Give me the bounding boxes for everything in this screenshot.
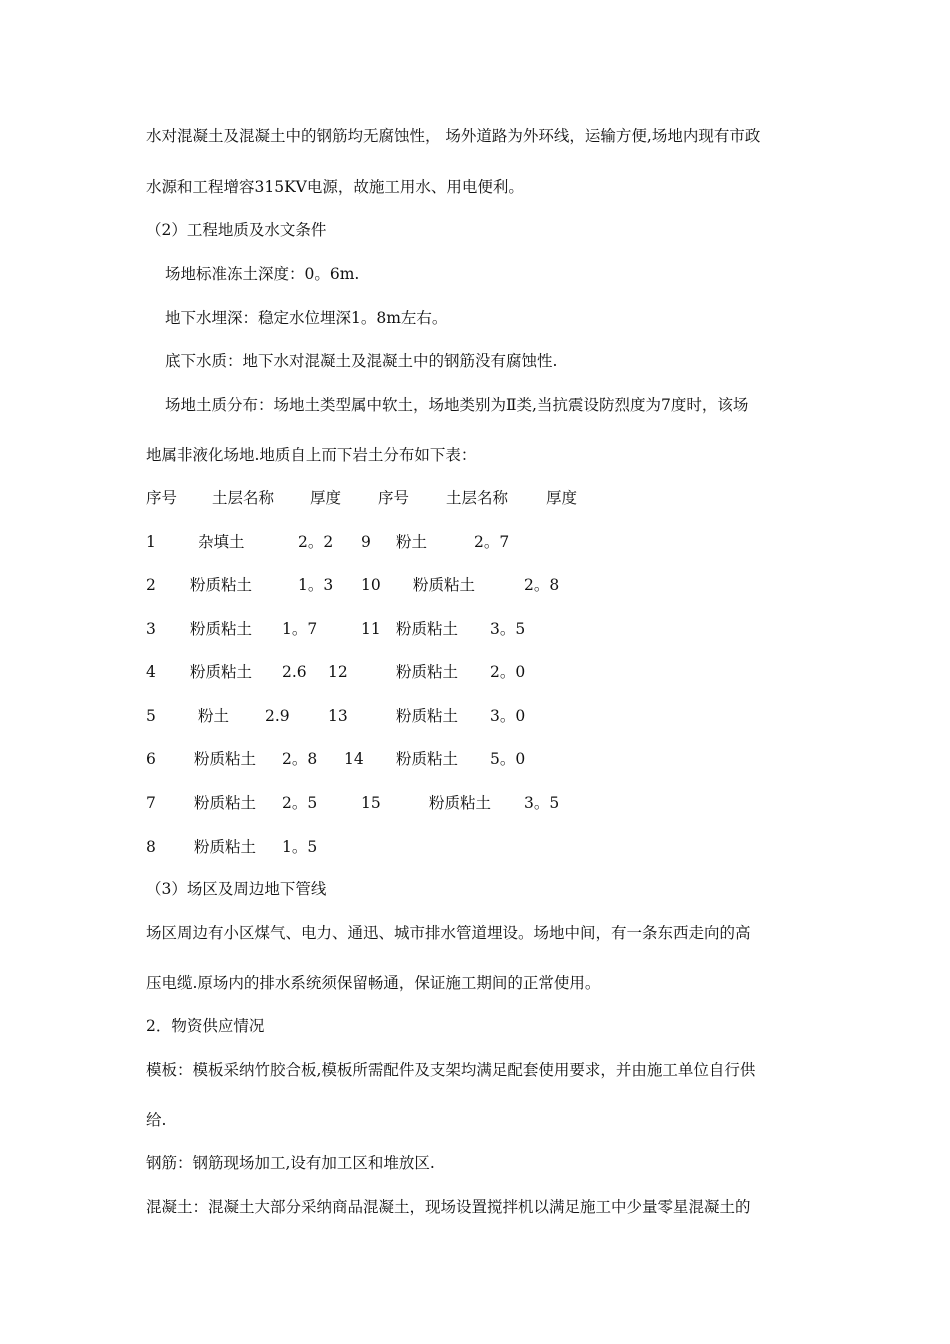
table-cell: 粉土 <box>198 707 230 725</box>
table-header: 厚度 <box>310 489 342 507</box>
paragraph-line: 水对混凝土及混凝土中的钢筋均无腐蚀性， 场外道路为外环线，运输方便,场地内现有市政 <box>146 127 761 145</box>
table-cell: 2.9 <box>265 707 290 725</box>
table-cell: 粉质粘土 <box>194 794 257 812</box>
frost-depth-text: 场地标准冻土深度：0。6m. <box>165 265 360 283</box>
table-cell: 粉质粘土 <box>413 576 476 594</box>
table-cell: 粉质粘土 <box>190 576 253 594</box>
table-cell: 13 <box>328 707 348 725</box>
table-cell: 2 <box>146 576 156 594</box>
table-header: 厚度 <box>546 489 578 507</box>
table-cell: 粉质粘土 <box>396 620 459 638</box>
section-heading: （3）场区及周边地下管线 <box>146 880 327 898</box>
table-cell: 11 <box>361 620 381 638</box>
soil-distribution-text: 场地土质分布：场地土类型属中软土，场地类别为Ⅱ类,当抗震设防烈度为7度时，该场 <box>165 396 749 414</box>
groundwater-quality-text: 底下水质：地下水对混凝土及混凝土中的钢筋没有腐蚀性. <box>165 352 558 370</box>
table-cell: 1。7 <box>282 620 318 638</box>
table-cell: 5。0 <box>490 750 526 768</box>
table-cell: 1 <box>146 533 156 551</box>
table-cell: 2。0 <box>490 663 526 681</box>
table-cell: 3 <box>146 620 156 638</box>
section-heading: 2．物资供应情况 <box>146 1017 265 1035</box>
table-cell: 2.6 <box>282 663 307 681</box>
table-cell: 2。7 <box>474 533 510 551</box>
table-header: 土层名称 <box>212 489 275 507</box>
table-header: 序号 <box>146 489 178 507</box>
table-cell: 5 <box>146 707 156 725</box>
table-cell: 3。5 <box>490 620 526 638</box>
paragraph-line: 混凝土：混凝土大部分采纳商品混凝土，现场设置搅拌机以满足施工中少量零星混凝土的 <box>146 1198 751 1216</box>
table-cell: 粉土 <box>396 533 428 551</box>
table-cell: 2。5 <box>282 794 318 812</box>
section-heading: （2）工程地质及水文条件 <box>146 221 327 239</box>
table-cell: 粉质粘土 <box>190 620 253 638</box>
paragraph-line: 地属非液化场地.地质自上而下岩土分布如下表： <box>146 446 477 464</box>
groundwater-depth-text: 地下水埋深：稳定水位埋深1。8m左右。 <box>165 309 448 327</box>
table-cell: 杂填土 <box>198 533 245 551</box>
table-cell: 2。8 <box>524 576 560 594</box>
paragraph-line: 钢筋：钢筋现场加工,设有加工区和堆放区. <box>146 1154 435 1172</box>
table-header: 土层名称 <box>446 489 509 507</box>
table-header: 序号 <box>378 489 410 507</box>
table-cell: 9 <box>361 533 371 551</box>
paragraph-line: 压电缆.原场内的排水系统须保留畅通，保证施工期间的正常使用。 <box>146 974 601 992</box>
table-cell: 1。5 <box>282 838 318 856</box>
table-cell: 粉质粘土 <box>396 663 459 681</box>
table-cell: 10 <box>361 576 381 594</box>
paragraph-line: 给. <box>146 1111 167 1129</box>
table-cell: 1。3 <box>298 576 334 594</box>
table-cell: 12 <box>328 663 348 681</box>
table-cell: 14 <box>344 750 364 768</box>
table-cell: 2。8 <box>282 750 318 768</box>
table-cell: 15 <box>361 794 381 812</box>
table-cell: 6 <box>146 750 156 768</box>
paragraph-line: 模板：模板采纳竹胶合板,模板所需配件及支架均满足配套使用要求，并由施工单位自行供 <box>146 1061 756 1079</box>
paragraph-line: 水源和工程增容315KV电源，故施工用水、用电便利。 <box>146 178 524 196</box>
table-cell: 8 <box>146 838 156 856</box>
table-cell: 粉质粘土 <box>194 838 257 856</box>
table-cell: 2。2 <box>298 533 334 551</box>
table-cell: 粉质粘土 <box>396 750 459 768</box>
table-cell: 粉质粘土 <box>429 794 492 812</box>
table-cell: 3。0 <box>490 707 526 725</box>
table-cell: 粉质粘土 <box>396 707 459 725</box>
table-cell: 3。5 <box>524 794 560 812</box>
paragraph-line: 场区周边有小区煤气、电力、通迅、城市排水管道埋设。场地中间，有一条东西走向的高 <box>146 924 751 942</box>
table-cell: 7 <box>146 794 156 812</box>
table-cell: 4 <box>146 663 156 681</box>
table-cell: 粉质粘土 <box>190 663 253 681</box>
table-cell: 粉质粘土 <box>194 750 257 768</box>
